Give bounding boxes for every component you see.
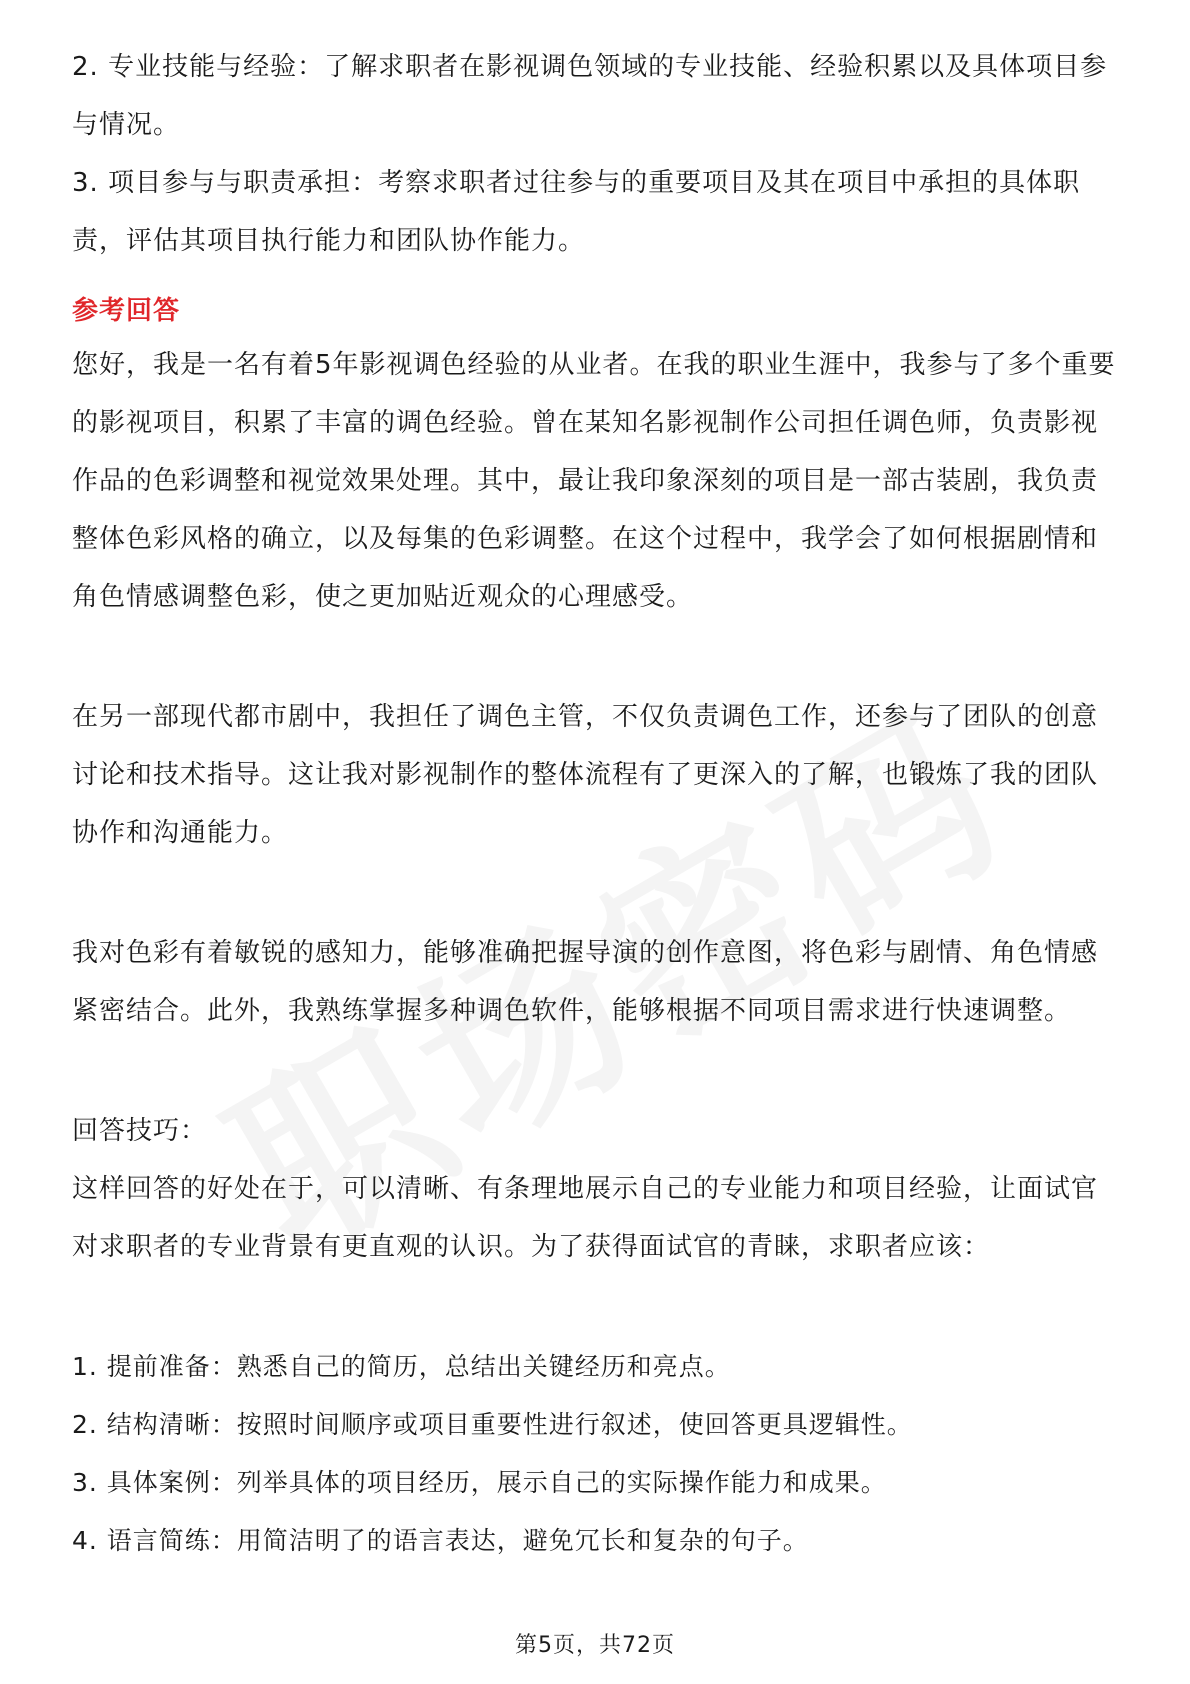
tips-intro: 这样回答的好处在于，可以清晰、有条理地展示自己的专业能力和项目经验，让面试官对求职者的专业背景有更直观的认识。为了获得面试官的青睐，求职者应该： [72, 1174, 1099, 1262]
tips-list-item: 4. 语言简练：用简洁明了的语言表达，避免冗长和复杂的句子。 [72, 1526, 809, 1555]
page-content [72, 38, 1118, 1570]
answer-paragraph-1: 您好，我是一名有着5年影视调色经验的从业者。在我的职业生涯中，我参与了多个重要的影视项目，积累了丰富的调色经验。曾在某知名影视制作公司担任调色师，负责影视作品的色彩调整和视觉效果处理。其中，最让我印象深刻的项目是一部古装剧，我负责整体色彩风格的确立，以及每集的色彩调整。在这个过程中，我学会了如何根据剧情和角色情感调整色彩，使之更加贴近观众的心理感受。 [72, 350, 1116, 612]
answer-paragraph-2: 在另一部现代都市剧中，我担任了调色主管，不仅负责调色工作，还参与了团队的创意讨论和技术指导。这让我对影视制作的整体流程有了更深入的了解，也锻炼了我的团队协作和沟通能力。 [72, 702, 1099, 848]
intro-list-item-3: 3. 项目参与与职责承担：考察求职者过往参与的重要项目及其在项目中承担的具体职责，评估其项目执行能力和团队协作能力。 [72, 168, 1081, 256]
answer-heading: 参考回答 [72, 296, 181, 326]
tips-list-item: 3. 具体案例：列举具体的项目经历，展示自己的实际操作能力和成果。 [72, 1468, 887, 1497]
answer-paragraph-3: 我对色彩有着敏锐的感知力，能够准确把握导演的创作意图，将色彩与剧情、角色情感紧密结合。此外，我熟练掌握多种调色软件，能够根据不同项目需求进行快速调整。 [72, 938, 1099, 1026]
tips-heading: 回答技巧： [72, 1116, 208, 1146]
intro-list-item-2: 2. 专业技能与经验：了解求职者在影视调色领域的专业技能、经验积累以及具体项目参与情况。 [72, 52, 1108, 140]
tips-list-item: 1. 提前准备：熟悉自己的简历，总结出关键经历和亮点。 [72, 1352, 731, 1381]
page-number-footer: 第5页，共72页 [515, 1633, 675, 1658]
tips-list-item: 2. 结构清晰：按照时间顺序或项目重要性进行叙述，使回答更具逻辑性。 [72, 1410, 913, 1439]
